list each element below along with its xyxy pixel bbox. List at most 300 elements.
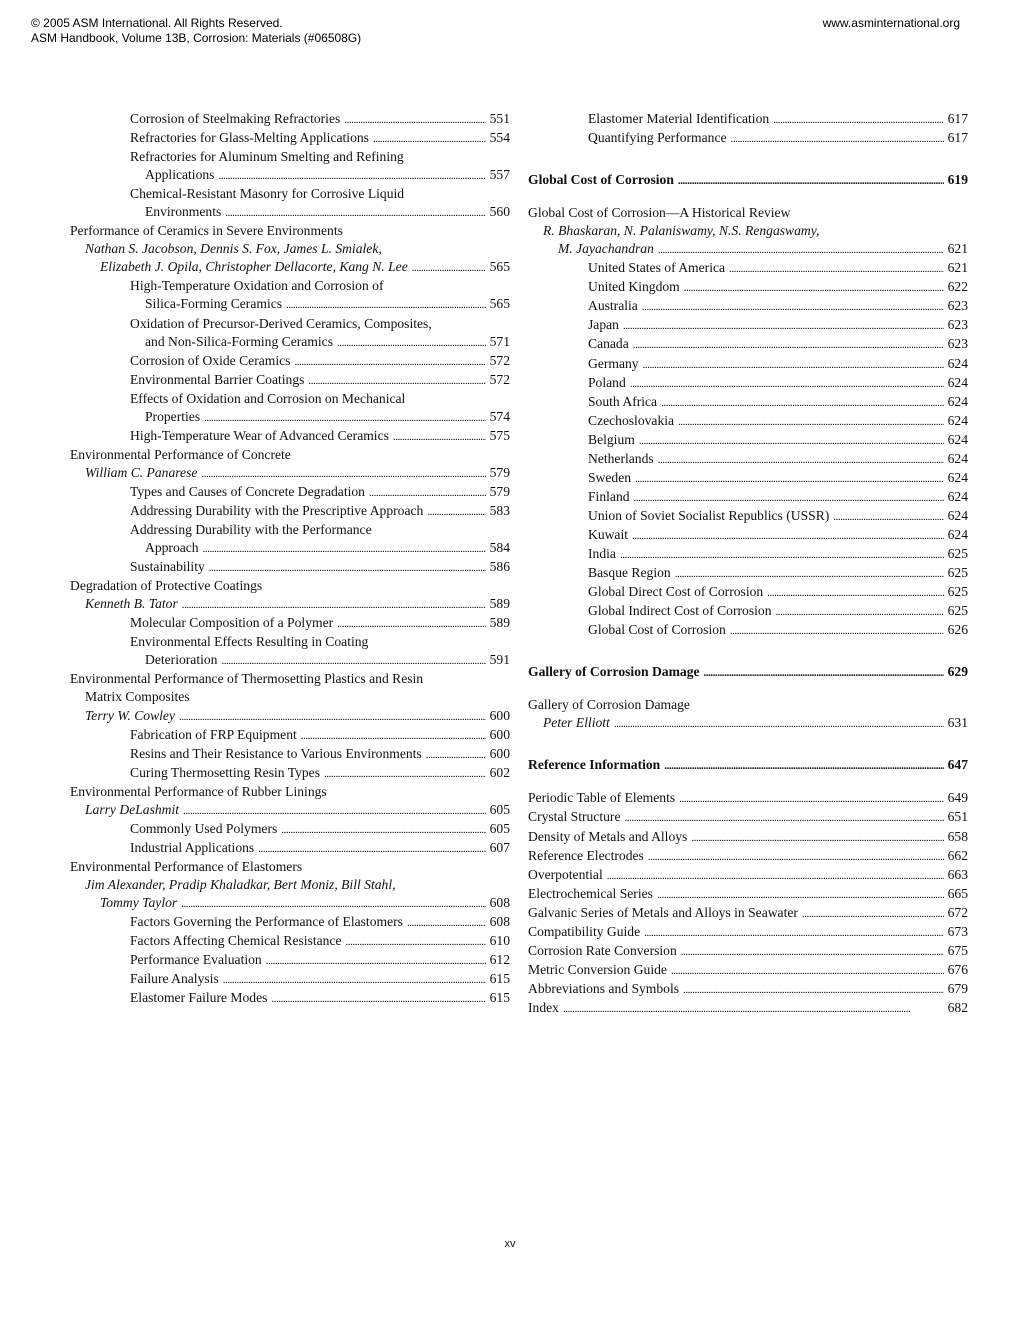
entry-title: Periodic Table of Elements — [528, 790, 676, 806]
toc-entry[interactable] — [528, 621, 968, 640]
leader-dots — [681, 942, 944, 961]
country-list — [528, 259, 968, 640]
page-number: 600 — [489, 707, 510, 723]
leader-dots — [614, 714, 944, 733]
leader-dots — [221, 651, 485, 670]
leader-dots — [281, 820, 485, 839]
page-number: 589 — [489, 596, 510, 612]
article-title-cont: Matrix Composites — [85, 689, 190, 705]
entry-title: Global Cost of Corrosion — [588, 622, 726, 638]
page-number: 615 — [489, 990, 510, 1006]
leader-dots — [182, 595, 486, 614]
toc-entry[interactable] — [70, 614, 510, 633]
page-number: 600 — [489, 745, 510, 761]
page-number: 624 — [947, 431, 968, 447]
toc-entry[interactable] — [70, 913, 510, 932]
toc-entry[interactable] — [70, 277, 510, 314]
leader-dots — [412, 258, 486, 277]
toc-entry[interactable] — [528, 564, 968, 583]
book-title: ASM Handbook, Volume 13B, Corrosion: Materials (#06508G) — [31, 31, 362, 45]
page-number: 676 — [947, 961, 968, 977]
article-title: Environmental Performance of Elastomers — [70, 858, 303, 874]
leader-dots — [678, 171, 944, 190]
entry-title: Chemical-Resistant Masonry for Corrosive Liquid — [130, 186, 405, 202]
leader-dots — [258, 839, 485, 858]
toc-entry[interactable] — [528, 393, 968, 412]
leader-dots — [427, 502, 485, 521]
entry-title: Factors Governing the Performance of Elastomers — [130, 914, 403, 930]
page-number: 622 — [947, 279, 968, 295]
leader-dots — [731, 129, 944, 148]
entry-title: Canada — [588, 336, 629, 352]
toc-article[interactable] — [70, 446, 510, 483]
page-number: 607 — [489, 839, 510, 855]
toc-entry[interactable] — [70, 502, 510, 521]
toc-entry[interactable] — [528, 110, 968, 129]
page-number: 612 — [489, 952, 510, 968]
toc-entry[interactable] — [528, 355, 968, 374]
toc-entry[interactable] — [528, 507, 968, 526]
toc-entry[interactable] — [528, 923, 968, 942]
page-number: 605 — [489, 820, 510, 836]
entry-title: Basque Region — [588, 565, 671, 581]
page-number: 682 — [947, 999, 968, 1015]
toc-entry[interactable] — [70, 185, 510, 222]
entry-title: Commonly Used Polymers — [130, 820, 278, 836]
page-number: 623 — [947, 317, 968, 333]
article-authors: Terry W. Cowley — [85, 707, 176, 723]
toc-entry[interactable] — [528, 431, 968, 450]
entry-title: India — [588, 545, 616, 561]
toc-entry[interactable] — [70, 558, 510, 577]
leader-dots — [634, 488, 944, 507]
entry-title: Addressing Durability with the Performance — [130, 522, 372, 538]
entry-title: Molecular Composition of a Polymer — [130, 615, 334, 631]
page-number: 624 — [947, 393, 968, 409]
leader-dots — [393, 427, 486, 446]
page-number: 621 — [947, 241, 968, 257]
leader-dots — [633, 335, 944, 354]
entry-title: Environmental Barrier Coatings — [130, 371, 305, 387]
article-authors: M. Jayachandran — [558, 241, 654, 257]
entry-title: Resins and Their Resistance to Various Environments — [130, 745, 422, 761]
article-title: Global Cost of Corrosion—A Historical Review — [528, 205, 791, 221]
page-number: 565 — [489, 296, 510, 312]
page-number: 572 — [489, 352, 510, 368]
leader-dots — [729, 259, 944, 278]
page-number: 602 — [489, 764, 510, 780]
page-number: 579 — [489, 483, 510, 499]
page-number: 672 — [947, 904, 968, 920]
leader-dots — [620, 545, 944, 564]
toc-entry[interactable] — [528, 545, 968, 564]
page-number: 615 — [489, 971, 510, 987]
leader-dots — [426, 745, 486, 764]
toc-entry[interactable] — [70, 427, 510, 446]
toc-entry[interactable] — [70, 633, 510, 670]
entry-title: United Kingdom — [588, 279, 680, 295]
reference-list — [528, 789, 968, 1018]
entry-title: Crystal Structure — [528, 809, 621, 825]
leader-dots — [639, 431, 944, 450]
page-number: 608 — [489, 894, 510, 910]
toc-entry[interactable] — [528, 297, 968, 316]
toc-entry[interactable] — [528, 278, 968, 297]
toc-entry[interactable] — [70, 148, 510, 185]
leader-dots — [773, 110, 943, 129]
page-number: 560 — [489, 204, 510, 220]
leader-dots — [181, 894, 485, 913]
toc-entry[interactable] — [70, 483, 510, 502]
entry-title: Environmental Effects Resulting in Coating — [130, 634, 369, 650]
leader-dots — [644, 923, 943, 942]
entry-title-cont: Approach — [145, 540, 199, 556]
entry-title: Factors Affecting Chemical Resistance — [130, 933, 342, 949]
leader-dots — [625, 808, 944, 827]
leader-dots — [183, 801, 486, 820]
toc-entry[interactable] — [528, 316, 968, 335]
toc-article[interactable] — [70, 858, 510, 913]
toc-entry[interactable] — [528, 488, 968, 507]
page-number: 624 — [947, 507, 968, 523]
entry-title: High-Temperature Wear of Advanced Ceramics — [130, 427, 389, 443]
entry-title: Elastomer Material Identification — [588, 111, 770, 126]
leader-dots — [337, 614, 485, 633]
entry-title-cont: Environments — [145, 204, 222, 220]
page-number: 625 — [947, 603, 968, 619]
entry-title: Finland — [588, 488, 630, 504]
toc-entry[interactable] — [528, 526, 968, 545]
leader-dots — [308, 371, 485, 390]
page-number: 673 — [947, 923, 968, 939]
toc-entry[interactable] — [528, 904, 968, 923]
leader-dots — [344, 110, 485, 129]
entry-title: Addressing Durability with the Prescriptive Approach — [130, 502, 424, 518]
leader-dots — [294, 352, 485, 371]
leader-dots — [671, 961, 944, 980]
page-number: 586 — [489, 559, 510, 575]
toc-entry[interactable] — [528, 980, 968, 999]
page-number: 554 — [489, 130, 510, 146]
article-title: Environmental Performance of Thermosetting Plastics and Resin — [70, 671, 424, 687]
leader-dots — [802, 904, 944, 923]
leader-dots — [271, 989, 485, 1008]
toc-entry[interactable] — [528, 412, 968, 431]
page-number: 651 — [947, 809, 968, 825]
leader-dots — [658, 450, 944, 469]
toc-entry[interactable] — [70, 820, 510, 839]
section-heading[interactable] — [528, 171, 968, 190]
leader-dots — [683, 980, 944, 999]
toc-entry[interactable] — [528, 602, 968, 621]
toc-entry[interactable] — [528, 999, 968, 1018]
entry-title-cont: Properties — [145, 408, 201, 424]
toc-entry[interactable] — [528, 942, 968, 961]
page-number: 589 — [489, 615, 510, 631]
article-authors: Elizabeth J. Opila, Christopher Dellacorte, Kang N. Lee — [100, 259, 408, 275]
entry-title: Global Indirect Cost of Corrosion — [588, 603, 772, 619]
leader-dots — [833, 507, 943, 526]
toc-entry[interactable] — [70, 315, 510, 352]
toc-article[interactable] — [70, 222, 510, 277]
toc-entry[interactable] — [528, 259, 968, 278]
entry-title: Czechoslovakia — [588, 412, 675, 428]
copyright-text: © 2005 ASM International. All Rights Reserved. — [31, 16, 283, 30]
toc-entry[interactable] — [528, 129, 968, 148]
section-heading[interactable] — [528, 756, 968, 775]
entry-title: Union of Soviet Socialist Republics (USSR) — [588, 507, 830, 523]
toc-entry[interactable] — [70, 129, 510, 148]
leader-dots — [664, 756, 943, 775]
leader-dots — [704, 663, 944, 682]
entry-title: United States of America — [588, 260, 726, 276]
toc-entry[interactable] — [528, 374, 968, 393]
toc-article[interactable] — [528, 204, 968, 259]
page-number: 624 — [947, 412, 968, 428]
leader-dots — [346, 932, 486, 951]
page-number: 624 — [947, 469, 968, 485]
page-number: 591 — [489, 652, 510, 668]
page-number: 625 — [947, 565, 968, 581]
entry-title-cont: Deterioration — [145, 652, 218, 668]
page-number: 624 — [947, 374, 968, 390]
article-authors: Kenneth B. Tator — [85, 596, 178, 612]
toc-article[interactable] — [70, 783, 510, 820]
toc-entry[interactable] — [70, 371, 510, 390]
page-number: 600 — [489, 726, 510, 742]
entry-title: Global Direct Cost of Corrosion — [588, 584, 764, 600]
toc-entry[interactable] — [70, 352, 510, 371]
website-link[interactable]: www.asminternational.org — [822, 16, 960, 30]
leader-dots — [648, 847, 944, 866]
entry-title: Electrochemical Series — [528, 885, 653, 901]
entry-title: High-Temperature Oxidation and Corrosion of — [130, 278, 384, 294]
toc-right-column — [528, 110, 968, 1018]
page-number: 605 — [489, 801, 510, 817]
toc-entry[interactable] — [70, 951, 510, 970]
toc-entry[interactable] — [70, 390, 510, 427]
leader-dots — [607, 866, 944, 885]
leader-dots — [204, 408, 485, 427]
page-number: 583 — [489, 502, 510, 518]
article-authors: William C. Panarese — [85, 464, 198, 480]
article-title: Environmental Performance of Rubber Linings — [70, 783, 327, 799]
toc-entry[interactable] — [528, 450, 968, 469]
toc-entry[interactable] — [70, 932, 510, 951]
entry-title: Fabrication of FRP Equipment — [130, 726, 297, 742]
header-left — [31, 16, 361, 46]
entry-title: Oxidation of Precursor-Derived Ceramics, Composites, — [130, 315, 432, 331]
toc-article[interactable] — [70, 577, 510, 614]
page-number: 679 — [947, 980, 968, 996]
leader-dots — [563, 999, 944, 1018]
toc-entry[interactable] — [528, 808, 968, 827]
page-number: 625 — [947, 584, 968, 600]
entry-title: Sustainability — [130, 559, 205, 575]
toc-entry[interactable] — [528, 469, 968, 488]
entry-title: Elastomer Failure Modes — [130, 990, 268, 1006]
entry-title-cont: and Non-Silica-Forming Ceramics — [145, 333, 334, 349]
page-number: 665 — [947, 885, 968, 901]
page-number: 608 — [489, 914, 510, 930]
leader-dots — [179, 707, 486, 726]
entry-title: Sweden — [588, 469, 632, 485]
section-heading[interactable] — [528, 663, 968, 682]
toc-entry[interactable] — [70, 745, 510, 764]
leader-dots — [324, 764, 486, 783]
page-number: 647 — [947, 757, 968, 773]
leader-dots — [675, 564, 944, 583]
entry-title: Belgium — [588, 431, 635, 447]
entry-title: Kuwait — [588, 526, 629, 542]
entry-title: Refractories for Aluminum Smelting and Refining — [130, 149, 404, 165]
toc-entry[interactable] — [528, 847, 968, 866]
page-number: 565 — [489, 259, 510, 275]
leader-dots — [225, 203, 485, 222]
page-number: 624 — [947, 488, 968, 504]
page-number: 625 — [947, 545, 968, 561]
leader-dots — [630, 374, 944, 393]
page-number: 675 — [947, 942, 968, 958]
entry-title: Overpotential — [528, 866, 603, 882]
leader-dots — [642, 297, 944, 316]
entry-title: Australia — [588, 298, 638, 314]
leader-dots — [776, 602, 944, 621]
article-authors: Larry DeLashmit — [85, 801, 180, 817]
entry-title: Density of Metals and Alloys — [528, 828, 688, 844]
entry-title: Compatibility Guide — [528, 923, 641, 939]
entry-title: Index — [528, 999, 559, 1015]
leader-dots — [623, 316, 944, 335]
leader-dots — [661, 393, 944, 412]
article-authors: R. Bhaskaran, N. Palaniswamy, N.S. Rengaswamy, — [543, 223, 820, 239]
toc-article[interactable] — [528, 696, 968, 733]
leader-dots — [691, 828, 943, 847]
leader-dots — [658, 240, 944, 259]
leader-dots — [635, 469, 944, 488]
toc-entry[interactable] — [528, 789, 968, 808]
leader-dots — [369, 483, 486, 502]
page-number: 617 — [947, 111, 968, 126]
article-authors: Tommy Taylor — [100, 894, 178, 910]
toc-entry[interactable] — [70, 521, 510, 558]
entry-title: Quantifying Performance — [588, 130, 727, 146]
entry-title: Refractories for Glass-Melting Applications — [130, 130, 369, 146]
page-number: 579 — [489, 464, 510, 480]
toc-entry[interactable] — [70, 764, 510, 783]
page-number: 624 — [947, 355, 968, 371]
toc-entry[interactable] — [70, 839, 510, 858]
section-title: Reference Information — [528, 757, 661, 773]
leader-dots — [223, 970, 486, 989]
section-title: Global Cost of Corrosion — [528, 172, 674, 188]
entry-title: Curing Thermosetting Resin Types — [130, 764, 320, 780]
entry-title: Metric Conversion Guide — [528, 961, 667, 977]
article-title: Environmental Performance of Concrete — [70, 446, 291, 462]
leader-dots — [209, 558, 486, 577]
toc-entry[interactable] — [70, 110, 510, 129]
page-number: 626 — [947, 622, 968, 638]
page-number: 572 — [489, 371, 510, 387]
page-number: 575 — [489, 427, 510, 443]
page-number: 649 — [947, 790, 968, 806]
entry-title: Netherlands — [588, 450, 654, 466]
entry-title: Abbreviations and Symbols — [528, 980, 680, 996]
page-number: 658 — [947, 828, 968, 844]
page-footer-number: xv — [504, 1238, 516, 1250]
entry-title-cont: Applications — [145, 167, 215, 183]
entry-title: Failure Analysis — [130, 971, 219, 987]
entry-title: Industrial Applications — [130, 839, 255, 855]
toc-entry[interactable] — [528, 583, 968, 602]
entry-title: Effects of Oxidation and Corrosion on Mechanical — [130, 390, 406, 406]
leader-dots — [301, 726, 486, 745]
leader-dots — [203, 539, 486, 558]
article-title: Degradation of Protective Coatings — [70, 578, 263, 594]
leader-dots — [407, 913, 486, 932]
page-number: 623 — [947, 336, 968, 352]
leader-dots — [679, 789, 943, 808]
toc-article[interactable] — [70, 670, 510, 725]
leader-dots — [266, 951, 486, 970]
toc-entry[interactable] — [528, 335, 968, 354]
section-title: Gallery of Corrosion Damage — [528, 664, 700, 680]
leader-dots — [286, 295, 486, 314]
entry-title: Germany — [588, 355, 639, 371]
page-number: 610 — [489, 933, 510, 949]
article-authors: Peter Elliott — [543, 715, 610, 731]
article-authors: Jim Alexander, Pradip Khaladkar, Bert Moniz, Bill Stahl, — [85, 876, 396, 892]
page-number: 624 — [947, 526, 968, 542]
entry-title: Corrosion of Steelmaking Refractories — [130, 111, 341, 126]
leader-dots — [373, 129, 486, 148]
toc-entry[interactable] — [70, 989, 510, 1008]
leader-dots — [632, 526, 944, 545]
toc-entry[interactable] — [528, 828, 968, 847]
toc-entry[interactable] — [528, 961, 968, 980]
entry-title: Performance Evaluation — [130, 952, 262, 968]
article-title: Gallery of Corrosion Damage — [528, 697, 690, 713]
page-number: 551 — [489, 111, 510, 126]
page-number: 631 — [947, 715, 968, 731]
toc-entry[interactable] — [70, 726, 510, 745]
leader-dots — [337, 333, 486, 352]
leader-dots — [767, 583, 943, 602]
leader-dots — [730, 621, 944, 640]
entry-title: Poland — [588, 374, 626, 390]
entry-title: South Africa — [588, 393, 658, 409]
page-number: 574 — [489, 408, 510, 424]
entry-title: Reference Electrodes — [528, 847, 644, 863]
page-number: 619 — [947, 172, 968, 188]
entry-title: Corrosion of Oxide Ceramics — [130, 352, 291, 368]
article-authors: Nathan S. Jacobson, Dennis S. Fox, James L. Smialek, — [85, 241, 382, 257]
leader-dots — [218, 166, 485, 185]
toc-entry[interactable] — [528, 866, 968, 885]
entry-title: Japan — [588, 317, 619, 333]
article-title: Performance of Ceramics in Severe Environments — [70, 223, 343, 239]
page-number: 662 — [947, 847, 968, 863]
entry-title-cont: Silica-Forming Ceramics — [145, 296, 283, 312]
toc-entry[interactable] — [528, 885, 968, 904]
page-number: 617 — [947, 130, 968, 146]
toc-entry[interactable] — [70, 970, 510, 989]
page-number: 623 — [947, 298, 968, 314]
page-number: 571 — [489, 333, 510, 349]
entry-title: Types and Causes of Concrete Degradation — [130, 483, 365, 499]
leader-dots — [643, 355, 944, 374]
leader-dots — [657, 885, 944, 904]
